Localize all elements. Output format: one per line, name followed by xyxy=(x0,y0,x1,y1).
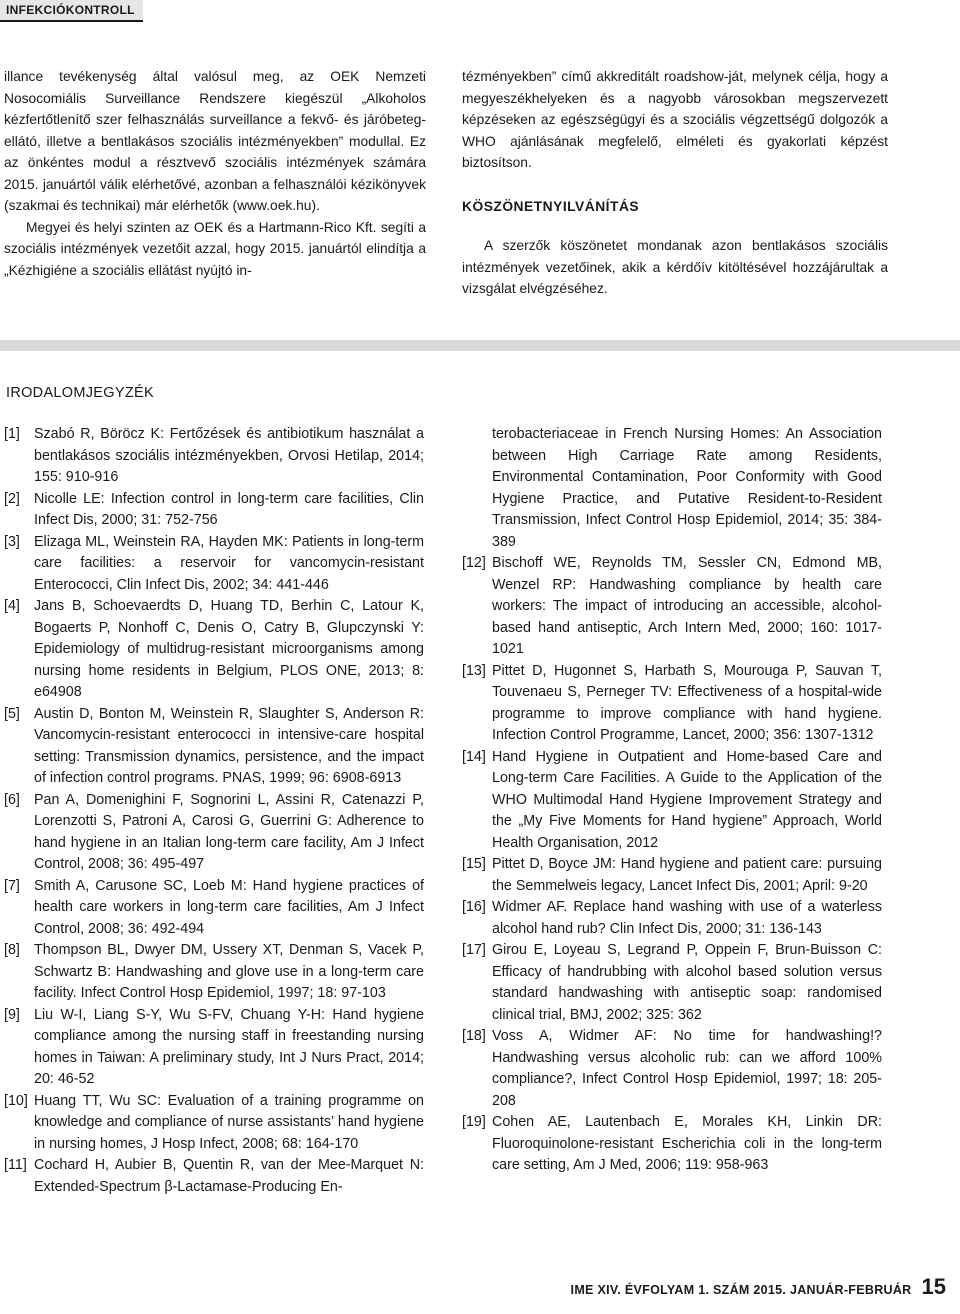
reference-text: Cohen AE, Lautenbach E, Morales KH, Linkin DR: Fluoroquinolone-resistant Escherichia coli in the long-term care setting, Am J Med, 2006; 119: 958-963 xyxy=(492,1114,882,1173)
reference-number: [10] xyxy=(4,1092,28,1109)
acknowledgements-heading: KÖSZÖNETNYILVÁNÍTÁS xyxy=(462,198,640,214)
reference-text: Voss A, Widmer AF: No time for handwashing!? Handwashing versus alcoholic rub: can we afford 100% compliance?, Infect Control Hosp Epidemiol, 1997; 18: 205-208 xyxy=(492,1028,882,1109)
references-column-right xyxy=(462,424,882,1177)
reference-item xyxy=(4,532,424,597)
reference-text: Pan A, Domenighini F, Sognorini L, Assini R, Catenazzi P, Lorenzotti S, Patroni A, Carosi G, Guerrini G: Adherence to hand hygiene in an Italian long-term care facility, Am J Infect Control, 2008; 36: 495-497 xyxy=(34,791,424,872)
reference-number: [18] xyxy=(462,1028,486,1044)
reference-text: Huang TT, Wu SC: Evaluation of a training programme on knowledge and compliance of nurse assistants’ hand hygiene in nursing homes, J Hosp Infect, 2008; 68: 164-170 xyxy=(34,1092,424,1152)
reference-text: Pittet D, Hugonnet S, Harbath S, Mourouga P, Sauvan T, Touvenaeu S, Perneger TV: Effectiveness of a hospital-wide programme to improve compliance with hand hygiene. Infection Control Programme, Lancet, 2000; 356: 1307-1312 xyxy=(492,662,882,743)
reference-item xyxy=(4,876,424,941)
reference-text: Pittet D, Boyce JM: Hand hygiene and patient care: pursuing the Semmelweis legacy, Lancet Infect Dis, 2001; April: 9-20 xyxy=(492,856,882,894)
reference-item xyxy=(462,897,882,940)
reference-text: Thompson BL, Dwyer DM, Ussery XT, Denman S, Vacek P, Schwartz B: Handwashing and glove use in a long-term care facility. Infect Control Hosp Epidemiol, 1997; 18: 97-103 xyxy=(34,942,424,1001)
reference-item xyxy=(462,553,882,661)
reference-item xyxy=(4,1005,424,1091)
reference-text: Liu W-I, Liang S-Y, Wu S-FV, Chuang Y-H: Hand hygiene compliance among the nursing staff in freestanding nursing homes in Taiwan: A preliminary study, Int J Nurs Pract, 2014; 20: 46-52 xyxy=(34,1006,424,1087)
reference-item xyxy=(462,1026,882,1112)
reference-text: Szabó R, Böröcz K: Fertőzések és antibiotikum használat a bentlakásos szociális intézményekben, Orvosi Hetilap, 2014; 155: 910-916 xyxy=(34,426,424,485)
journal-info: IME XIV. ÉVFOLYAM 1. SZÁM 2015. JANUÁR-FEBRUÁR xyxy=(570,1283,912,1297)
reference-item xyxy=(462,940,882,1026)
reference-number: [7] xyxy=(4,877,20,894)
reference-number: [13] xyxy=(462,662,486,679)
reference-text: Austin D, Bonton M, Weinstein R, Slaughter S, Anderson R: Vancomycin-resistant enterococci in intensive-care hospital setting: Transmission dynamics, persistence, and the impact of infection control programs. PNAS, 1999; 96: 6908-6913 xyxy=(34,705,424,786)
reference-number: [19] xyxy=(462,1114,486,1130)
reference-text: Girou E, Loyeau S, Legrand P, Oppein F, Brun-Buisson C: Efficacy of handrubbing with alcohol based solution versus standard handwashing with antiseptic soap: randomised clinical trial, BMJ, 2002; 325: 362 xyxy=(492,942,882,1023)
reference-text: Bischoff WE, Reynolds TM, Sessler CN, Edmond MB, Wenzel RP: Handwashing compliance by health care workers: The impact of introducing an accessible, alcohol-based hand antiseptic, Arch Intern Med, 2000; 160: 1017-1021 xyxy=(492,555,882,657)
reference-text: Smith A, Carusone SC, Loeb M: Hand hygiene practices of health care workers in long-term care facilities, Am J Infect Control, 2008; 36: 492-494 xyxy=(34,877,424,937)
reference-item xyxy=(4,424,424,489)
reference-text: Widmer AF. Replace hand washing with use of a waterless alcohol hand rub? Clin Infect Dis, 2000; 31: 136-143 xyxy=(492,899,882,937)
reference-number: [9] xyxy=(4,1006,20,1023)
reference-number: [8] xyxy=(4,942,20,958)
reference-number: [17] xyxy=(462,942,486,958)
body-paragraph: illance tevékenység által valósul meg, az OEK Nemzeti Nosocomiális Surveillance Rendszere kiegészül „Alkoholos kézfertőtlenítő szer felhasználás surveillance a fekvő- és járóbeteg-ellátó, illetve a bentlakásos szociális intézményekben” modullal. Ez az önkéntes modul a résztvevő szociális intézmények számára 2015. januártól válik elérhetővé, azonban a felhasználói kézikönyvek (szakmai és technikai) már elérhetők (www.oek.hu). xyxy=(4,69,426,213)
reference-number: [11] xyxy=(4,1157,27,1173)
reference-item xyxy=(4,790,424,876)
reference-item xyxy=(462,1112,882,1177)
body-paragraph: Megyei és helyi szinten az OEK és a Hartmann-Rico Kft. segíti a szociális intézmények vezetőit azzal, hogy 2015. januártól elindítja a „Kézhigiéne a szociális ellátást nyújtó in- xyxy=(4,219,426,278)
references-title: IRODALOMJEGYZÉK xyxy=(6,385,154,401)
page-number: 15 xyxy=(921,1274,946,1299)
reference-text: Cochard H, Aubier B, Quentin R, van der Mee-Marquet N: Extended-Spectrum β-Lactamase-Producing En- xyxy=(34,1157,424,1195)
reference-text: Hand Hygiene in Outpatient and Home-based Care and Long-term Care Facilities. A Guide to the Application of the WHO Multimodal Hand Hygiene Improvement Strategy and the „My Five Moments for Hand hygiene” Approach, World Health Organisation, 2012 xyxy=(492,748,882,851)
reference-number: [6] xyxy=(4,791,20,808)
reference-item xyxy=(462,854,882,897)
reference-item xyxy=(4,1155,424,1198)
reference-number: [5] xyxy=(4,705,20,722)
reference-number: [4] xyxy=(4,598,20,614)
acknowledgements-text: A szerzők köszönetet mondanak azon bentlakásos szociális intézmények vezetőinek, akik a kérdőív kitöltésével hozzájárultak a vizsgálat elvégzéséhez. xyxy=(462,238,888,296)
reference-item xyxy=(462,661,882,747)
reference-item xyxy=(4,489,424,532)
reference-item xyxy=(4,596,424,704)
reference-item xyxy=(4,940,424,1005)
body-column-left xyxy=(4,66,426,281)
reference-number: [15] xyxy=(462,856,486,872)
reference-number: [14] xyxy=(462,748,486,765)
body-paragraph: tézményekben” című akkreditált roadshow-ját, melynek célja, hogy a megyeszékhelyeken és a nagyobb városokban megszervezett képzéseken az egészségügyi és a szociális végzettségű dolgozók a WHO ajánlásának megfelelő, elméleti és gyakorlati képzést biztosítson. xyxy=(462,69,888,170)
reference-item xyxy=(4,1091,424,1156)
reference-number: [12] xyxy=(462,555,486,571)
reference-item xyxy=(4,704,424,790)
reference-number: [16] xyxy=(462,899,486,915)
reference-continuation: terobacteriaceae in French Nursing Homes: An Association between High Carriage Rate among Residents, Environmental Contamination, Poor Conformity with Good Hygiene Practice, and Putative Resident-to-Resident Transmission, Infect Control Hosp Epidemiol, 2014; 35: 384-389 xyxy=(492,426,882,550)
reference-number: [3] xyxy=(4,533,20,550)
body-column-right xyxy=(462,66,888,300)
references-column-left xyxy=(4,424,424,1198)
reference-text: Jans B, Schoevaerdts D, Huang TD, Berhin C, Latour K, Bogaerts P, Nonhoff C, Denis O, Catry B, Glupczynski Y: Epidemiology of multidrug-resistant microorganisms among nursing home residents in Belgium, PLOS ONE, 2013; 8: e64908 xyxy=(34,598,424,700)
page-footer xyxy=(571,1274,946,1300)
section-divider xyxy=(0,340,960,351)
reference-text: Nicolle LE: Infection control in long-term care facilities, Clin Infect Dis, 2000; 31: 752-756 xyxy=(34,490,424,528)
reference-number: [2] xyxy=(4,490,20,507)
reference-text: Elizaga ML, Weinstein RA, Hayden MK: Patients in long-term care facilities: a reservoir for vancomycin-resistant Enterococci, Clin Infect Dis, 2002; 34: 441-446 xyxy=(34,533,424,593)
reference-item xyxy=(462,747,882,855)
reference-number: [1] xyxy=(4,426,20,442)
section-tag: INFEKCIÓKONTROLL xyxy=(0,0,143,22)
